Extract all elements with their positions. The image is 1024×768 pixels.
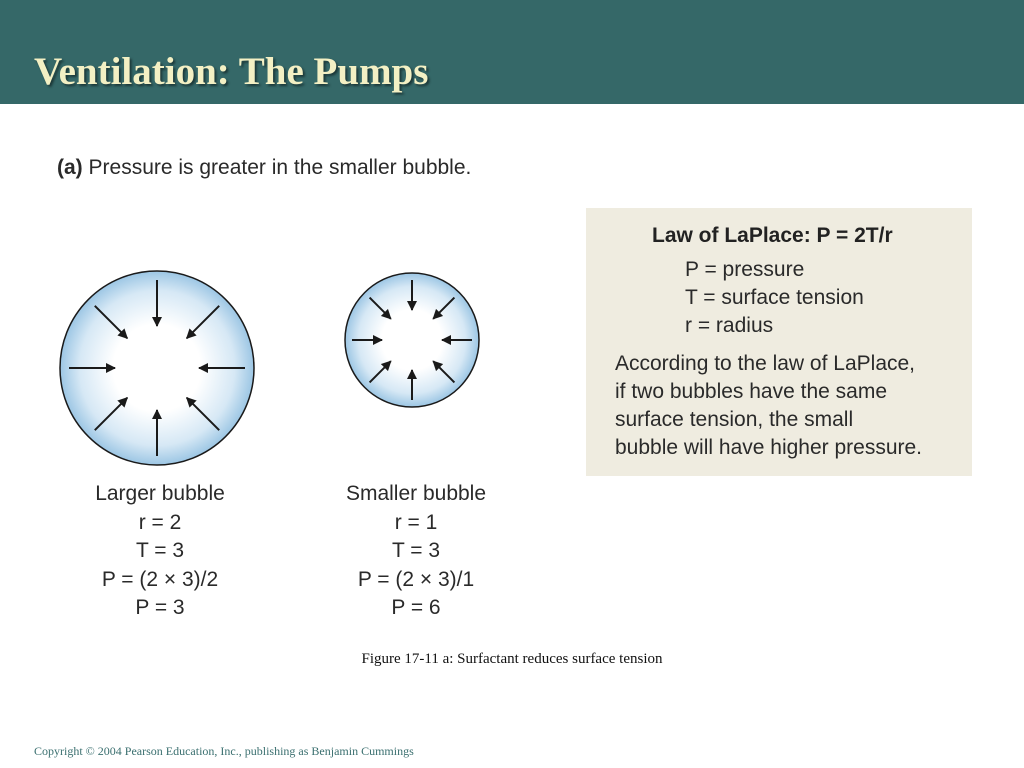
large-bubble-caption <box>40 480 280 623</box>
small-bubble-radius: r = 1 <box>394 510 438 534</box>
large-bubble-tension: T = 3 <box>135 539 185 562</box>
law-explanation-line: bubble will have higher pressure. <box>615 436 923 459</box>
large-bubble-pressure: P = 3 <box>135 596 185 619</box>
figure-part-label: (a) <box>57 156 83 179</box>
law-def-radius: r = radius <box>685 314 774 337</box>
slide-title: Ventilation: The Pumps <box>34 50 429 93</box>
small-bubble-formula: P = (2 × 3)/1 <box>357 567 475 591</box>
small-bubble-pressure: P = 6 <box>391 596 441 619</box>
small-bubble-tension: T = 3 <box>391 539 441 562</box>
figure-part-text: Pressure is greater in the smaller bubble. <box>88 156 472 179</box>
copyright-footer: Copyright © 2004 Pearson Education, Inc., publishing as Benjamin Cummings <box>34 744 414 758</box>
small-bubble-caption <box>296 480 536 623</box>
law-title: Law of LaPlace: P = 2T/r <box>652 224 893 247</box>
large-bubble-formula: P = (2 × 3)/2 <box>101 567 219 591</box>
large-bubble-radius: r = 2 <box>138 510 182 534</box>
law-def-tension: T = surface tension <box>685 286 864 309</box>
law-explanation-line: surface tension, the small <box>615 408 854 431</box>
law-explanation-line: According to the law of LaPlace, <box>615 352 916 375</box>
small-bubble <box>345 273 479 407</box>
large-bubble-name: Larger bubble <box>95 482 225 505</box>
small-bubble-name: Smaller bubble <box>345 482 487 505</box>
law-explanation <box>615 350 975 462</box>
law-of-laplace-box <box>586 208 972 476</box>
law-def-pressure: P = pressure <box>685 258 805 281</box>
law-explanation-line: if two bubbles have the same <box>615 380 887 403</box>
figure-caption: Figure 17-11 a: Surfactant reduces surface tension <box>361 651 663 667</box>
large-bubble <box>60 271 254 465</box>
